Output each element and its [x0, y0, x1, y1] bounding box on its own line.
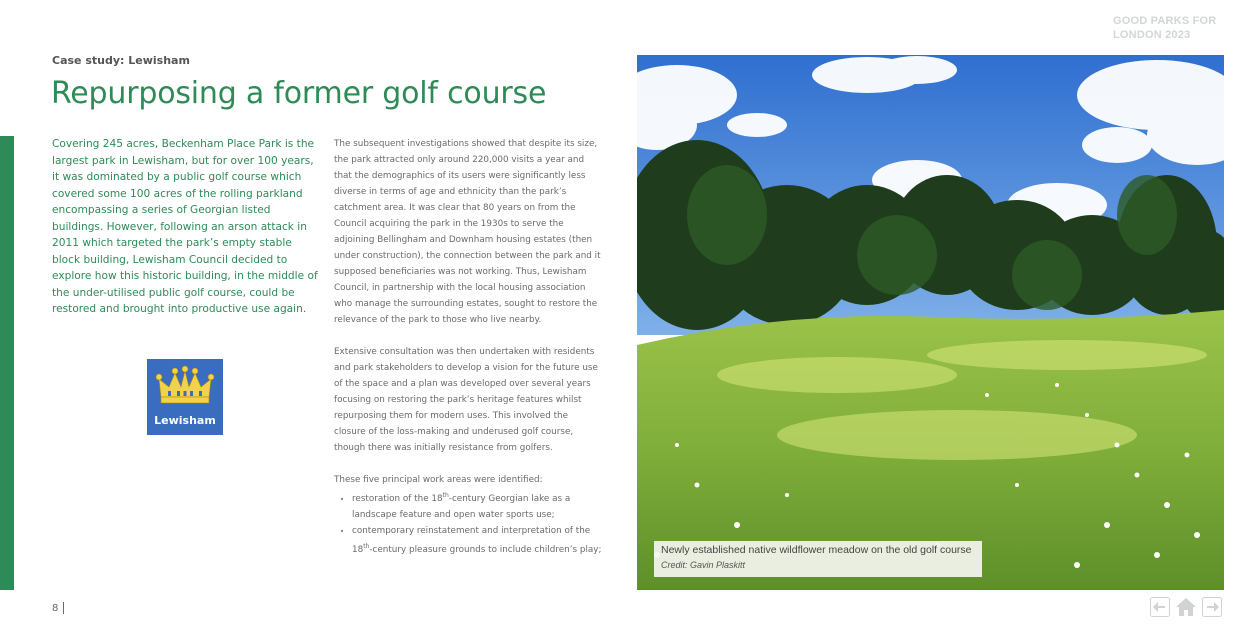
list-item-text: restoration of the 18 — [352, 493, 443, 504]
logo-text: Lewisham — [154, 414, 216, 427]
page-separator — [63, 602, 64, 614]
home-icon — [1175, 597, 1197, 617]
previous-page-button[interactable] — [1150, 597, 1170, 617]
next-page-button[interactable] — [1202, 597, 1222, 617]
intro-paragraph: Covering 245 acres, Beckenham Place Park is the largest park in Lewisham, but for over 100 years, it was dominated by a public golf course which covered some 100 acres of the rolling parkland encompassing a series of Georgian listed buildings. However, following an arson attack in 2011 which targeted the park’s empty stable block building, Lewisham Council decided to explore how this historic building, in the middle of the under-utilised public golf course, could be restored and brought into productive use again. — [52, 138, 318, 315]
list-item-sup: th — [442, 492, 449, 499]
arrow-left-icon — [1150, 597, 1170, 617]
page-title: Repurposing a former golf course — [51, 76, 547, 111]
body-paragraph-1: The subsequent investigations showed that despite its size, the park attracted only around 220,000 visits a year and that the demographics of its users were significantly less diverse in terms of age and ethnicity than the park’s catchment area. It was clear that 80 years on from the Council acquiring the park in the 1930s to serve the adjoining Bellingham and Downham housing estates (then under construction), the connection between the park and it supposed beneficiaries was not working. Thus, Lewisham Council, in partnership with the local housing association who manage the surrounding estates, sought to restore the relevance of the park to those who live nearby. — [334, 139, 601, 325]
page-number: 8 — [52, 603, 59, 614]
report-header — [1113, 14, 1223, 42]
crown-icon — [155, 365, 215, 407]
caption-text: Newly established native wildflower meadow on the old golf course — [661, 544, 972, 556]
header-line-2: LONDON 2023 — [1113, 29, 1191, 41]
list-item-text: -century Georgian lake as a landscape feature and open water sports use; — [352, 493, 571, 520]
list-item-sup: th — [363, 542, 370, 550]
arrow-right-icon — [1202, 597, 1222, 617]
list-item — [352, 523, 602, 558]
photo-caption — [654, 541, 982, 577]
accent-bar — [0, 136, 14, 590]
case-study-label: Case study: Lewisham — [52, 54, 190, 67]
lewisham-logo — [147, 359, 223, 435]
meadow-photo — [637, 55, 1224, 590]
list-item — [352, 488, 602, 523]
body-paragraph-3: These five principal work areas were identified: — [334, 475, 543, 485]
list-item-text: -century pleasure grounds to include children’s play; — [369, 544, 602, 555]
body-paragraph-2: Extensive consultation was then undertaken with residents and park stakeholders to develop a vision for the future use of the space and a plan was developed over several years focusing on restoring the park’s heritage features whilst repurposing them for modern uses. This involved the closure of the loss-making and underused golf course, though there was initially resistance from golfers. — [334, 347, 598, 453]
list-item-text: contemporary reinstatement and interpretation of the 18 — [352, 525, 591, 555]
header-line-1: GOOD PARKS FOR — [1113, 15, 1217, 27]
home-button[interactable] — [1175, 597, 1195, 617]
photo-credit: Credit: Gavin Plaskitt — [661, 560, 746, 570]
work-areas-list — [334, 488, 602, 558]
body-column — [334, 136, 602, 558]
